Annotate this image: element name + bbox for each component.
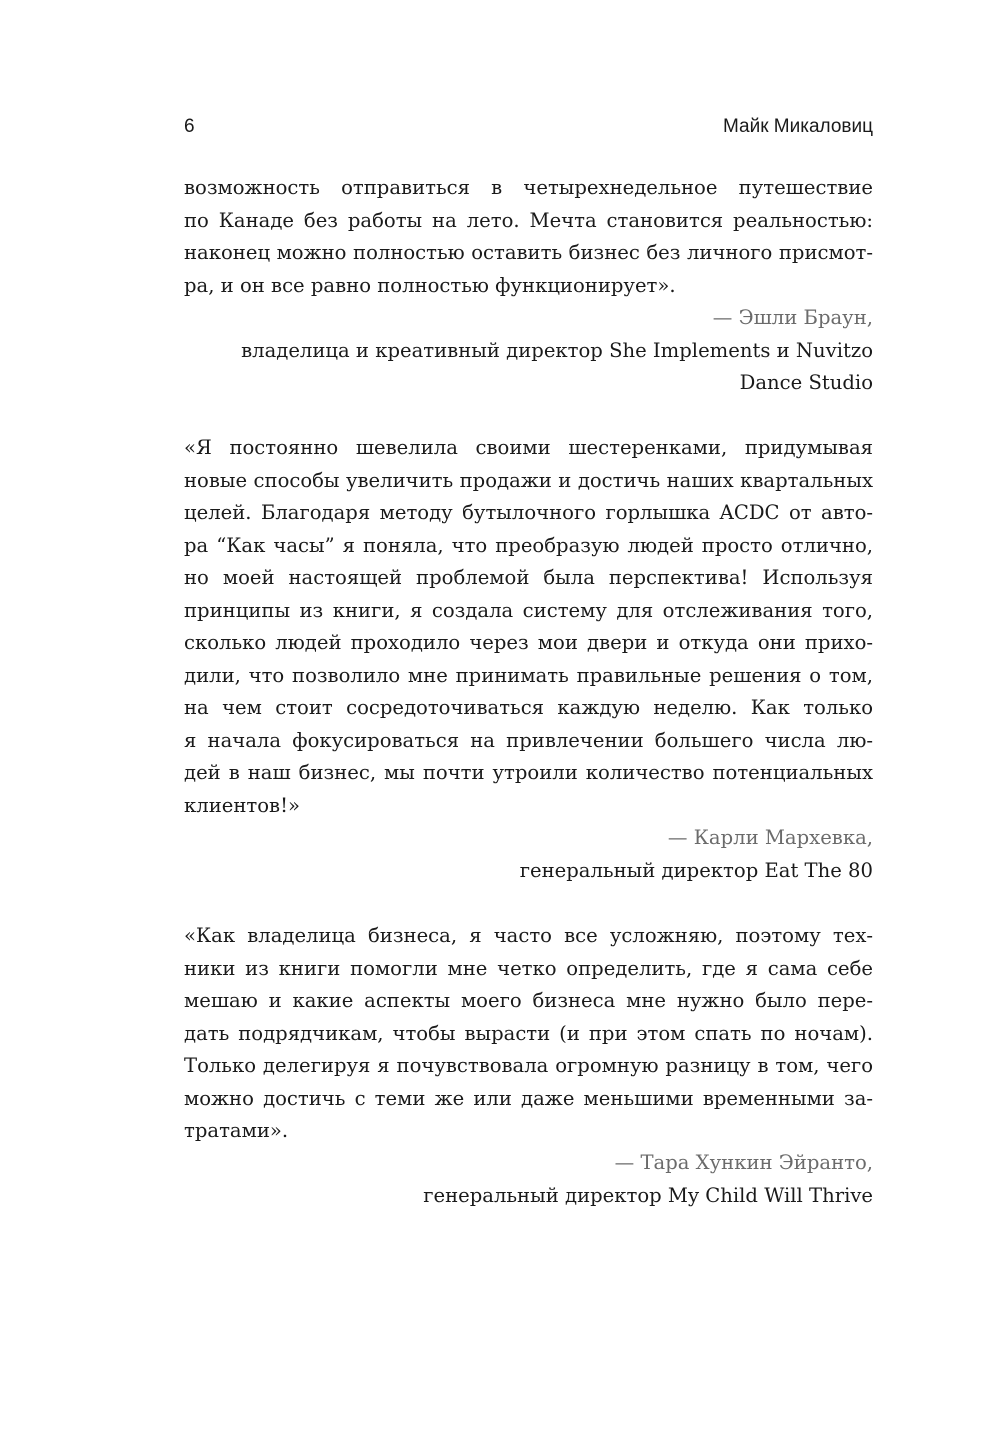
attribution-role: владелица и креативный директор She Implements и Nuvitzo (241, 338, 873, 362)
attribution-role: Dance Studio (739, 371, 873, 394)
testimonial-1-attribution (184, 302, 873, 400)
text-line: ра, и он все равно полностью функционирует». (184, 273, 676, 297)
text-line: целей. Благодаря методу бутылочного горлышка ACDC от авто- (184, 501, 873, 524)
text-line: ники из книги помогли мне четко определить, где я сама себе (184, 956, 873, 980)
text-line: мешаю и какие аспекты моего бизнеса мне нужно было пере- (184, 989, 873, 1012)
text-line: можно достичь с теми же или даже меньшими временными за- (184, 1086, 873, 1110)
attribution-role: генеральный директор Eat The 80 (519, 858, 873, 882)
text-line: принципы из книги, я создала систему для отслеживания того, (184, 598, 873, 622)
text-line: тратами». (184, 1119, 289, 1142)
text-line: дили, что позволило мне принимать правильные решения о том, (184, 663, 873, 687)
text-line: я начала фокусироваться на привлечении большего числа лю- (184, 728, 873, 752)
testimonial-1-text (184, 172, 873, 302)
text-line: Только делегируя я почувствовала огромную разницу в том, чего (184, 1054, 873, 1077)
testimonial-3-text (184, 920, 873, 1148)
text-line: «Я постоянно шевелила своими шестеренками, придумывая (184, 436, 873, 459)
text-line: «Как владелица бизнеса, я часто все усложняю, поэтому тех- (184, 924, 873, 947)
text-line: ра “Как часы” я поняла, что преобразую людей просто отлично, (184, 533, 873, 557)
attribution-name: — Карли Мархевка, (667, 826, 873, 849)
running-head-author: Майк Микаловиц (722, 116, 873, 137)
text-line: дать подрядчикам, чтобы вырасти (и при этом спать по ночам). (184, 1021, 873, 1045)
testimonial-3-attribution (184, 1147, 873, 1212)
text-line: на чем стоит сосредоточиваться каждую неделю. Как только (184, 696, 873, 719)
page-number: 6 (184, 116, 195, 137)
text-line: клиентов!» (184, 793, 300, 817)
running-head (184, 116, 873, 142)
text-line: по Канаде без работы на лето. Мечта становится реальностью: (184, 208, 873, 232)
text-line: дей в наш бизнес, мы почти утроили количество потенциальных (184, 761, 873, 784)
attribution-name: — Эшли Браун, (712, 306, 873, 329)
text-line: возможность отправиться в четырехнедельное путешествие (184, 176, 873, 199)
attribution-role: генеральный директор My Child Will Thrive (423, 1183, 873, 1207)
text-line: наконец можно полностью оставить бизнес без личного присмот- (184, 241, 873, 264)
testimonial-2-text (184, 432, 873, 822)
text-line: но моей настоящей проблемой была перспектива! Используя (184, 566, 873, 589)
text-line: новые способы увеличить продажи и достичь наших квартальных (184, 468, 873, 492)
testimonial-2-attribution (184, 822, 873, 887)
text-line: сколько людей проходило через мои двери и откуда они прихо- (184, 631, 873, 654)
attribution-name: — Тара Хункин Эйранто, (614, 1151, 873, 1174)
